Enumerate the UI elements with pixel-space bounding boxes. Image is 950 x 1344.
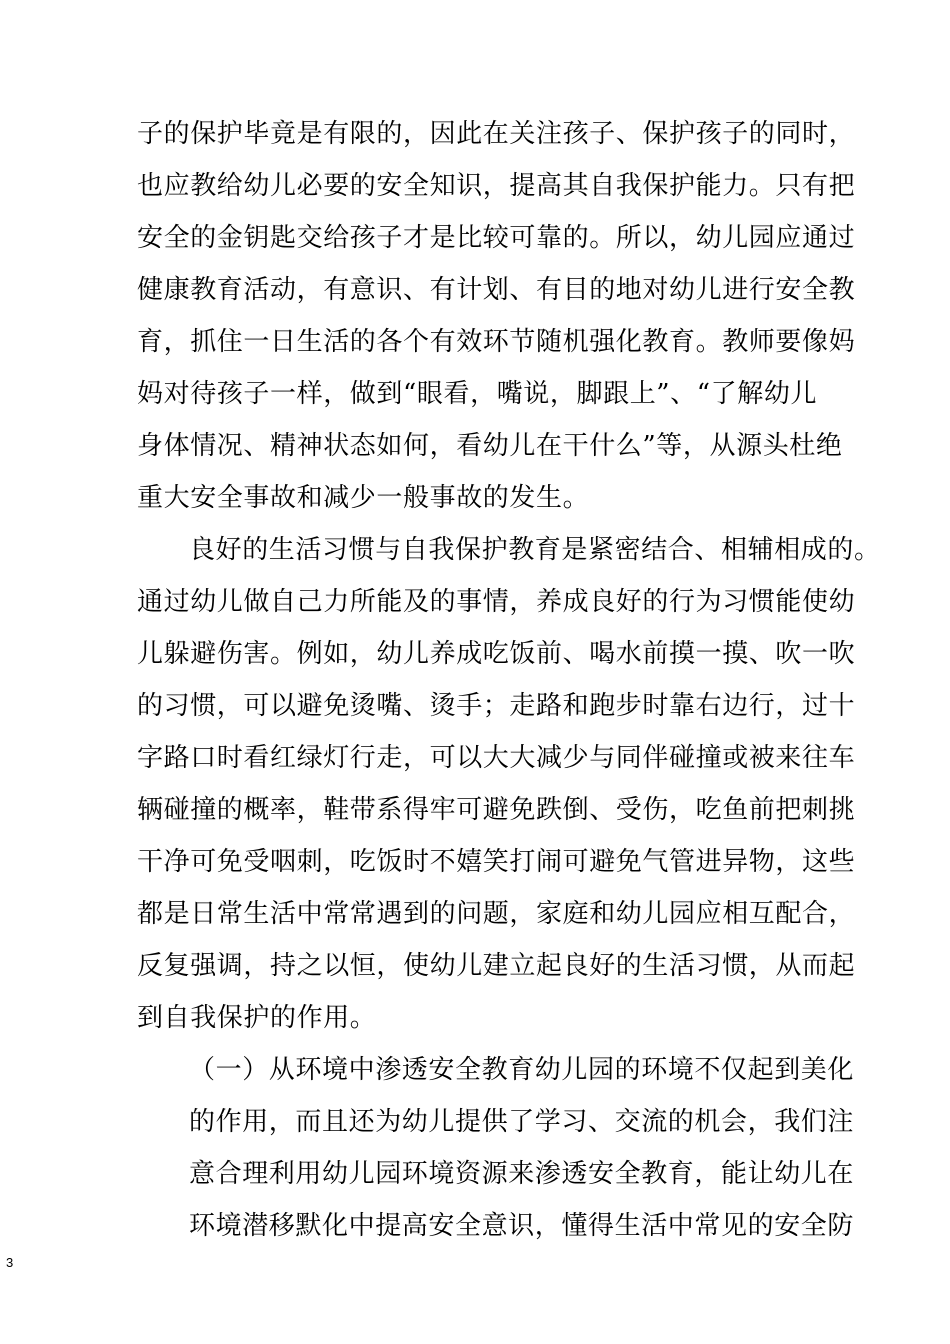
paragraph-line: 儿躲避伤害。例如，幼儿养成吃饭前、喝水前摸一摸、吹一吹	[137, 639, 856, 669]
paragraph-line: 子的保护毕竟是有限的，因此在关注孩子、保护孩子的同时，	[137, 119, 856, 149]
paragraph-line: 重大安全事故和减少一般事故的发生。	[137, 483, 590, 513]
paragraph-line: 育，抓住一日生活的各个有效环节随机强化教育。教师要像妈	[137, 327, 856, 357]
section-heading-line: （一）从环境中渗透安全教育幼儿园的环境不仅起到美化	[189, 1055, 855, 1085]
paragraph-line: 都是日常生活中常常遇到的问题，家庭和幼儿园应相互配合，	[137, 899, 856, 929]
paragraph-line: 妈对待孩子一样，做到“眼看，嘴说，脚跟上”、“了解幼儿	[137, 379, 818, 409]
paragraph-line: 干净可免受咽刺，吃饭时不嬉笑打闹可避免气管进异物，这些	[137, 847, 856, 877]
paragraph-line: 反复强调，持之以恒，使幼儿建立起良好的生活习惯，从而起	[137, 951, 856, 981]
paragraph-line: 辆碰撞的概率，鞋带系得牢可避免跌倒、受伤，吃鱼前把刺挑	[137, 795, 856, 825]
paragraph-line: 字路口时看红绿灯行走，可以大大减少与同伴碰撞或被来往车	[137, 743, 856, 773]
paragraph-line: 身体情况、精神状态如何，看幼儿在干什么”等，从源头杜绝	[137, 431, 843, 461]
section-line: 的作用，而且还为幼儿提供了学习、交流的机会，我们注	[189, 1107, 855, 1137]
paragraph-line: 良好的生活习惯与自我保护教育是紧密结合、相辅相成的。	[189, 535, 881, 565]
section-line: 环境潜移默化中提高安全意识，懂得生活中常见的安全防	[189, 1211, 855, 1241]
paragraph-line: 的习惯，可以避免烫嘴、烫手；走路和跑步时靠右边行，过十	[137, 691, 856, 721]
page-number: 3	[6, 1255, 14, 1270]
paragraph-line: 健康教育活动，有意识、有计划、有目的地对幼儿进行安全教	[137, 275, 856, 305]
paragraph-line: 也应教给幼儿必要的安全知识，提高其自我保护能力。只有把	[137, 171, 856, 201]
paragraph-line: 到自我保护的作用。	[137, 1003, 377, 1033]
section-line: 意合理利用幼儿园环境资源来渗透安全教育，能让幼儿在	[189, 1159, 855, 1189]
paragraph-line: 安全的金钥匙交给孩子才是比较可靠的。所以，幼儿园应通过	[137, 223, 856, 253]
paragraph-line: 通过幼儿做自己力所能及的事情，养成良好的行为习惯能使幼	[137, 587, 856, 617]
